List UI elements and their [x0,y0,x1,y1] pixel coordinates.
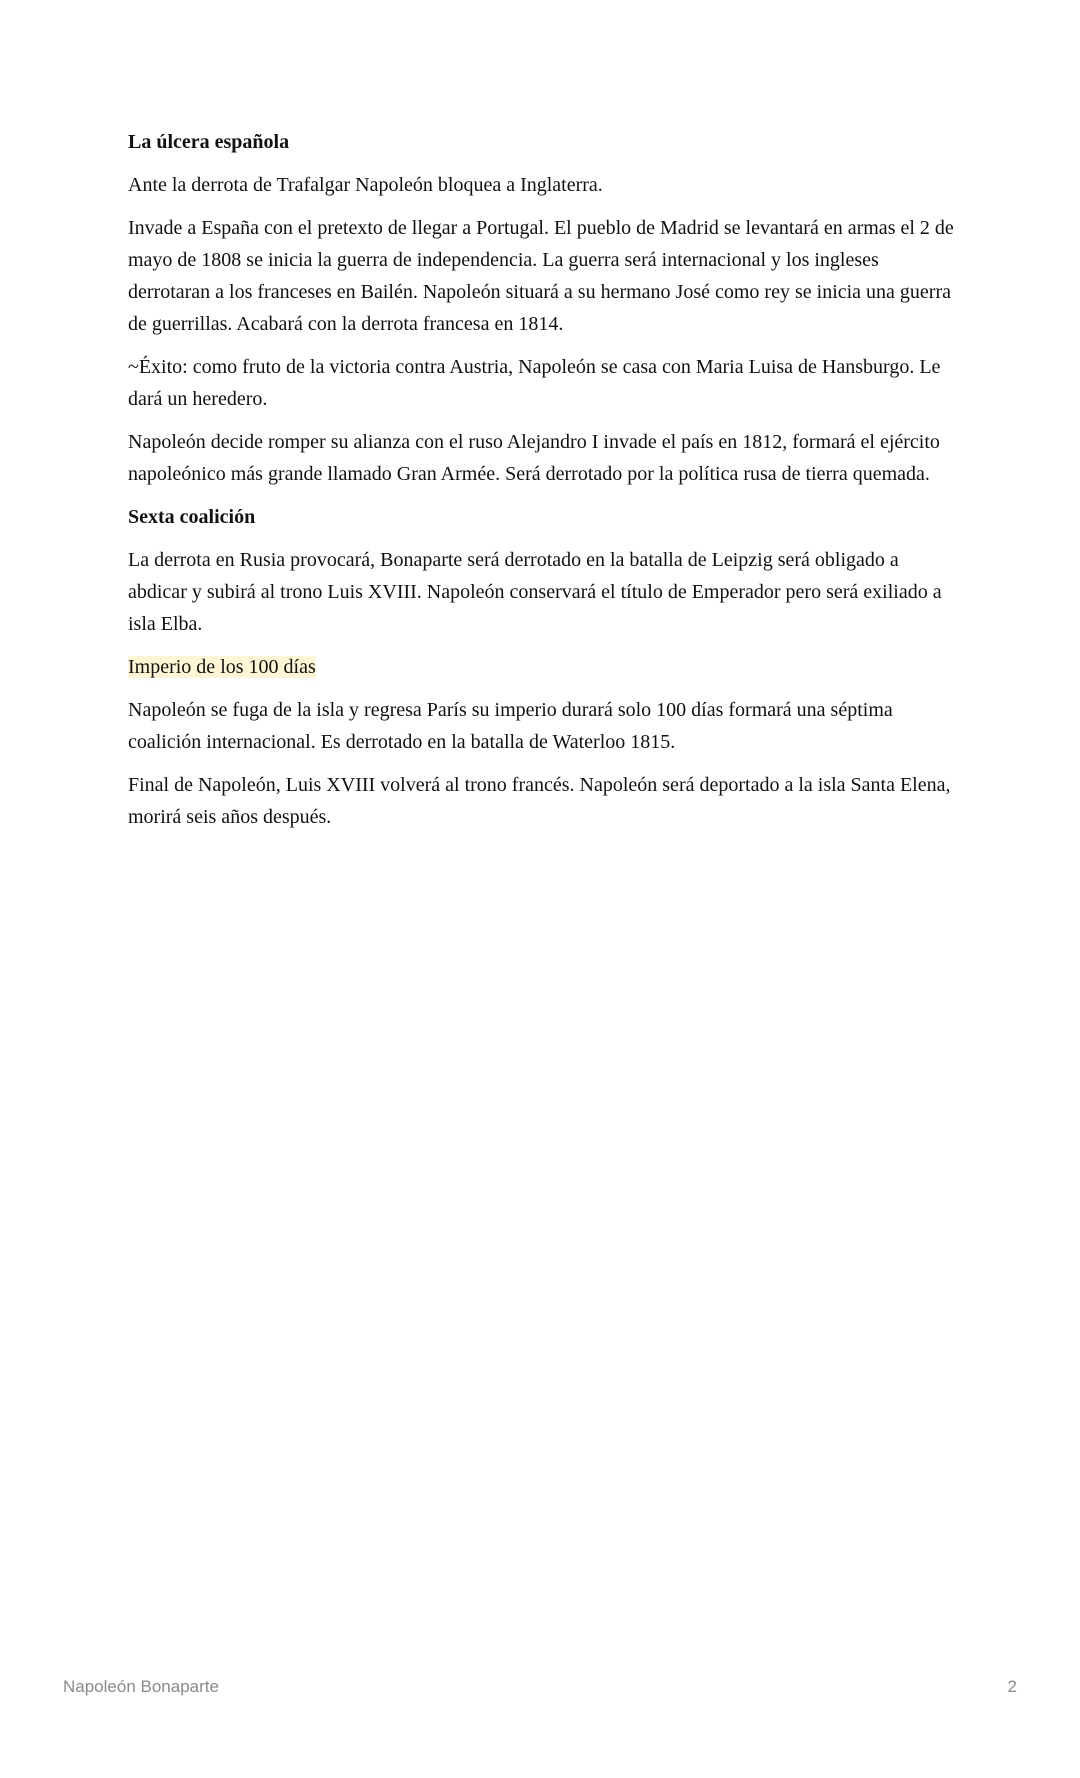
section-heading-imperio-100-dias [128,651,958,683]
paragraph-waterloo: Napoleón se fuga de la isla y regresa París su imperio durará solo 100 días formará una séptima coalición internacional. Es derrotado en la batalla de Waterloo 1815. [128,699,893,753]
paragraph-trafalgar: Ante la derrota de Trafalgar Napoleón bloquea a Inglaterra. [128,174,603,196]
document-body [128,126,958,844]
paragraph-exito: ~Éxito: como fruto de la victoria contra Austria, Napoleón se casa con Maria Luisa de Hansburgo. Le dará un heredero. [128,356,941,410]
section-heading-ulcera: La úlcera española [128,131,290,153]
section-heading-sexta-coalicion: Sexta coalición [128,506,256,528]
paragraph-invasion-espana: Invade a España con el pretexto de llegar a Portugal. El pueblo de Madrid se levantará en armas el 2 de mayo de 1808 se inicia la guerra de independencia. La guerra será internacional y los ingleses derrotaran a los franceses en Bailén. Napoleón situará a su hermano José como rey se inicia una guerra de guerrillas. Acabará con la derrota francesa en 1814. [128,217,954,335]
paragraph-rusia: Napoleón decide romper su alianza con el ruso Alejandro I invade el país en 1812, formará el ejército napoleónico más grande llamado Gran Armée. Será derrotado por la política rusa de tierra quemada. [128,431,940,485]
highlighted-text: Imperio de los 100 días [128,656,316,678]
page-footer [63,1677,1017,1701]
footer-title: Napoleón Bonaparte [63,1677,219,1696]
page-number: 2 [1007,1677,1017,1696]
paragraph-final-napoleon: Final de Napoleón, Luis XVIII volverá al trono francés. Napoleón será deportado a la isla Santa Elena, morirá seis años después. [128,774,951,828]
paragraph-leipzig: La derrota en Rusia provocará, Bonaparte será derrotado en la batalla de Leipzig será obligado a abdicar y subirá al trono Luis XVIII. Napoleón conservará el título de Emperador pero será exiliado a isla Elba. [128,549,942,635]
